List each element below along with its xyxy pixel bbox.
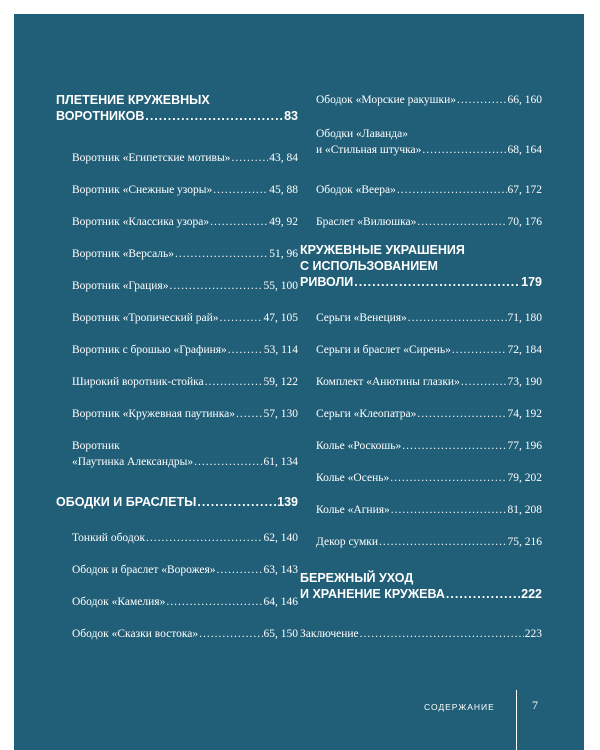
entry-title: Декор сумки <box>316 536 379 548</box>
toc-entry[interactable] <box>56 182 298 198</box>
entry-title: Ободок «Морские ракушки» <box>316 94 457 106</box>
leader-dots <box>231 150 268 166</box>
toc-entry[interactable] <box>300 214 542 230</box>
page-number: 7 <box>532 698 538 712</box>
toc-entry[interactable] <box>300 92 542 108</box>
leader-dots <box>205 374 263 390</box>
toc-entry[interactable] <box>300 342 542 358</box>
toc-entry[interactable] <box>300 374 542 390</box>
entry-title-row <box>72 310 298 326</box>
toc-entry[interactable] <box>56 626 298 642</box>
toc-entry[interactable] <box>300 470 542 486</box>
toc-entry[interactable] <box>56 594 298 610</box>
section-title: ОБОДКИ И БРАСЛЕТЫ <box>56 495 197 509</box>
section-title-line: БЕРЕЖНЫЙ УХОД <box>300 571 414 585</box>
entry-page: 79, 202 <box>507 472 542 484</box>
section-title-row <box>300 274 542 290</box>
leader-dots <box>452 342 507 358</box>
entry-title-row <box>316 470 542 486</box>
entry-title: Воротник с брошью «Графиня» <box>72 344 227 356</box>
leader-dots <box>228 342 263 358</box>
section-title-row <box>56 494 298 510</box>
toc-entry[interactable] <box>56 438 298 470</box>
entry-page: 61, 134 <box>263 456 298 468</box>
toc-entry[interactable] <box>300 406 542 422</box>
toc-entry[interactable] <box>56 342 298 358</box>
entry-title: Комплект «Анютины глазки» <box>316 376 460 388</box>
toc-entry[interactable] <box>56 150 298 166</box>
leader-dots <box>146 530 262 546</box>
leader-dots <box>199 626 262 642</box>
toc-entry[interactable] <box>300 502 542 518</box>
leader-dots <box>169 278 262 294</box>
section-page: 83 <box>284 109 298 123</box>
entry-title: Колье «Агния» <box>316 504 390 516</box>
toc-section[interactable] <box>300 570 542 602</box>
entry-title-row <box>300 626 542 642</box>
entry-title-row <box>316 182 542 198</box>
entry-title-row <box>72 374 298 390</box>
entry-title-row <box>316 92 542 108</box>
leader-dots <box>145 108 283 124</box>
entry-page: 68, 164 <box>507 144 542 156</box>
toc-entry[interactable] <box>56 406 298 422</box>
entry-page: 223 <box>524 628 542 640</box>
entry-title: Заключение <box>300 628 359 640</box>
entry-title-row <box>316 142 542 158</box>
leader-dots <box>417 214 506 230</box>
toc-entry[interactable] <box>56 310 298 326</box>
leader-dots <box>402 438 506 454</box>
entry-title: Браслет «Вилюшка» <box>316 216 417 228</box>
leader-dots <box>197 494 276 510</box>
entry-title-row <box>316 534 542 550</box>
entry-title: и «Стильная штучка» <box>316 144 422 156</box>
toc-entry[interactable] <box>56 374 298 390</box>
entry-title-line: Ободки «Лаванда» <box>316 128 408 140</box>
entry-title-row <box>316 502 542 518</box>
leader-dots <box>417 406 506 422</box>
entry-page: 55, 100 <box>263 280 298 292</box>
entry-title: Серьги и браслет «Сирень» <box>316 344 451 356</box>
entry-title-row <box>72 406 298 422</box>
toc-entry[interactable] <box>300 626 542 642</box>
leader-dots <box>360 626 524 642</box>
toc-entry[interactable] <box>56 278 298 294</box>
section-title: ВОРОТНИКОВ <box>56 109 145 123</box>
entry-title-row <box>72 214 298 230</box>
leader-dots <box>175 246 268 262</box>
entry-page: 70, 176 <box>507 216 542 228</box>
leader-dots <box>166 594 262 610</box>
toc-entry[interactable] <box>300 310 542 326</box>
section-title-line: КРУЖЕВНЫЕ УКРАШЕНИЯ <box>300 243 465 257</box>
entry-page: 64, 146 <box>263 596 298 608</box>
leader-dots <box>354 274 520 290</box>
entry-title-row <box>316 438 542 454</box>
entry-title-row <box>316 374 542 390</box>
entry-page: 43, 84 <box>269 152 298 164</box>
entry-title-row <box>72 342 298 358</box>
entry-page: 45, 88 <box>269 184 298 196</box>
entry-title-row <box>72 626 298 642</box>
leader-dots <box>446 586 520 602</box>
section-title-line: ПЛЕТЕНИЕ КРУЖЕВНЫХ <box>56 93 210 107</box>
toc-entry[interactable] <box>56 246 298 262</box>
entry-title: «Паутинка Александры» <box>72 456 194 468</box>
entry-page: 66, 160 <box>507 94 542 106</box>
leader-dots <box>220 310 263 326</box>
toc-entry[interactable] <box>300 182 542 198</box>
section-page: 179 <box>521 275 542 289</box>
leader-dots <box>217 562 263 578</box>
entry-title-row <box>72 594 298 610</box>
section-title: И ХРАНЕНИЕ КРУЖЕВА <box>300 587 445 601</box>
leader-dots <box>408 310 507 326</box>
leader-dots <box>397 182 507 198</box>
toc-section[interactable] <box>56 494 298 510</box>
entry-title: Серьги «Клеопатра» <box>316 408 417 420</box>
toc-entry[interactable] <box>56 530 298 546</box>
section-title: РИВОЛИ <box>300 275 354 289</box>
entry-title-row <box>72 150 298 166</box>
section-page: 139 <box>277 495 298 509</box>
entry-title-row <box>72 562 298 578</box>
leader-dots <box>213 182 268 198</box>
entry-title-line: Воротник <box>72 440 120 452</box>
entry-title: Тонкий ободок <box>72 532 146 544</box>
entry-page: 57, 130 <box>263 408 298 420</box>
entry-title: Воротник «Кружевная паутинка» <box>72 408 235 420</box>
entry-page: 73, 190 <box>507 376 542 388</box>
leader-dots <box>461 374 507 390</box>
section-title-row <box>300 586 542 602</box>
section-title-row <box>56 108 298 124</box>
entry-title: Ободок и браслет «Ворожея» <box>72 564 216 576</box>
entry-page: 67, 172 <box>507 184 542 196</box>
entry-title: Колье «Осень» <box>316 472 390 484</box>
leader-dots <box>379 534 506 550</box>
entry-page: 72, 184 <box>507 344 542 356</box>
entry-page: 51, 96 <box>269 248 298 260</box>
leader-dots <box>210 214 268 230</box>
entry-title: Серьги «Венеция» <box>316 312 407 324</box>
footer-divider <box>516 690 517 750</box>
entry-page: 62, 140 <box>263 532 298 544</box>
entry-title-row <box>316 342 542 358</box>
entry-page: 71, 180 <box>507 312 542 324</box>
leader-dots <box>236 406 263 422</box>
footer-section-label: СОДЕРЖАНИЕ <box>424 702 495 712</box>
leader-dots <box>457 92 506 108</box>
entry-title: Колье «Роскошь» <box>316 440 402 452</box>
entry-title: Ободок «Веера» <box>316 184 396 196</box>
entry-page: 59, 122 <box>263 376 298 388</box>
entry-title-row <box>316 406 542 422</box>
toc-page <box>14 14 584 750</box>
toc-entry[interactable] <box>300 534 542 550</box>
section-page: 222 <box>521 587 542 601</box>
entry-page: 63, 143 <box>263 564 298 576</box>
entry-page: 75, 216 <box>507 536 542 548</box>
entry-title: Воротник «Египетские мотивы» <box>72 152 231 164</box>
toc-section[interactable] <box>56 92 298 124</box>
section-title-line: С ИСПОЛЬЗОВАНИЕМ <box>300 259 438 273</box>
entry-title: Ободок «Камелия» <box>72 596 166 608</box>
entry-page: 49, 92 <box>269 216 298 228</box>
leader-dots <box>422 142 506 158</box>
entry-title: Воротник «Снежные узоры» <box>72 184 213 196</box>
entry-title-row <box>316 214 542 230</box>
entry-title: Воротник «Тропический рай» <box>72 312 219 324</box>
entry-page: 77, 196 <box>507 440 542 452</box>
leader-dots <box>390 470 506 486</box>
entry-page: 53, 114 <box>263 344 298 356</box>
entry-page: 74, 192 <box>507 408 542 420</box>
toc-entry[interactable] <box>300 126 542 158</box>
entry-title-row <box>316 310 542 326</box>
toc-entry[interactable] <box>56 214 298 230</box>
entry-title-row <box>72 182 298 198</box>
entry-title: Воротник «Классика узора» <box>72 216 210 228</box>
leader-dots <box>391 502 507 518</box>
entry-title: Воротник «Грация» <box>72 280 169 292</box>
toc-entry[interactable] <box>56 562 298 578</box>
entry-title-row <box>72 530 298 546</box>
entry-page: 65, 150 <box>263 628 298 640</box>
toc-entry[interactable] <box>300 438 542 454</box>
entry-title-row <box>72 278 298 294</box>
entry-title: Воротник «Версаль» <box>72 248 175 260</box>
entry-page: 81, 208 <box>507 504 542 516</box>
toc-section[interactable] <box>300 242 542 290</box>
entry-title: Ободок «Сказки востока» <box>72 628 199 640</box>
entry-title-row <box>72 454 298 470</box>
entry-page: 47, 105 <box>263 312 298 324</box>
leader-dots <box>194 454 262 470</box>
entry-title-row <box>72 246 298 262</box>
entry-title: Широкий воротник-стойка <box>72 376 204 388</box>
